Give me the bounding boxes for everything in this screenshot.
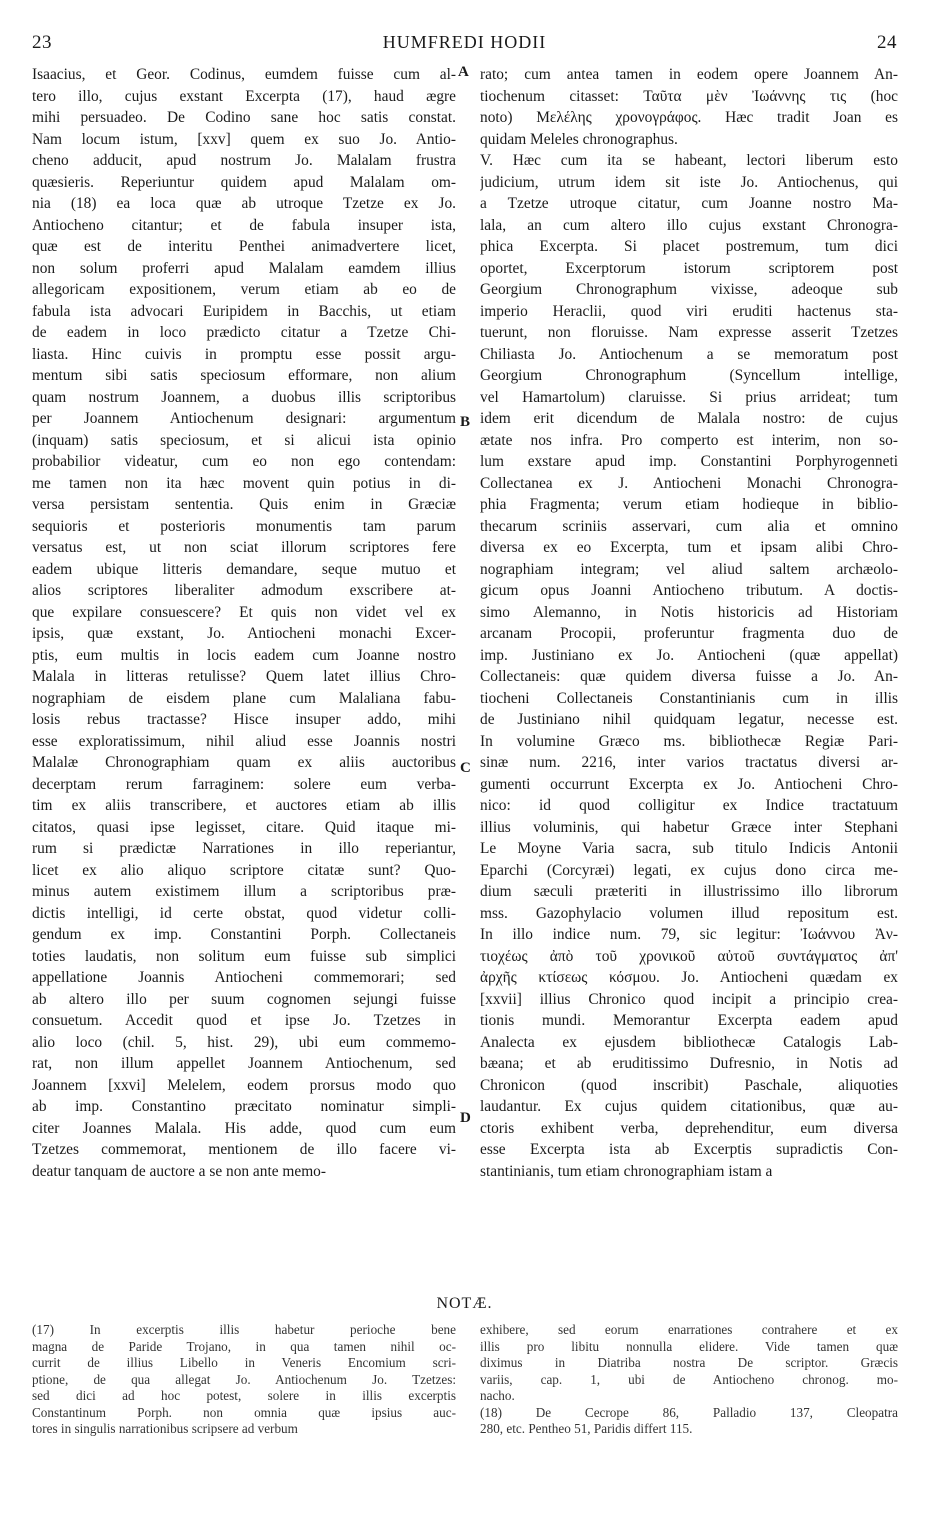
text-line: tim ex aliis transcribere, et auctores etiam ab illis — [32, 797, 456, 814]
text-line: probabilior videatur, cum eo non ego contendam: — [32, 453, 456, 470]
footnote-line: currit de illius Libello in Veneris Encomium scri- — [32, 1355, 456, 1370]
text-line: cheno adducit, apud nostrum Jo. Malalam frustra — [32, 152, 456, 169]
text-line: Joannem [xxvi] Melelem, eodem prorsus modo quo — [32, 1076, 456, 1094]
text-line: mentum sibi satis speciosum efformare, non alium — [32, 367, 456, 384]
margin-marker-a: A — [458, 64, 469, 80]
page-number-left: 23 — [32, 32, 52, 53]
footnote-line: Constantinum Porph. non omnia quæ ipsius auc- — [32, 1404, 456, 1420]
text-line: Malala in litteras retulisse? Quem latet illius Chro- — [32, 668, 456, 685]
text-line: ab altero illo per suum cognomen sejungi fuisse — [32, 990, 456, 1008]
text-line: de eadem in loco prædicto citatur a Tzetze Chi- — [32, 324, 456, 341]
text-line: liasta. Hinc cuivis in promptu esse possit argu- — [32, 345, 456, 363]
text-line: esse Excerpta ista ab Excerptis supradictis Con- — [480, 1141, 898, 1158]
text-line: Malalæ Chronographiam quam ex aliis auctoribus — [32, 754, 456, 771]
footnote-line: illis pro libitu nonnulla elidere. Vide tamen quæ — [480, 1338, 898, 1354]
text-line: tuerunt, non floruisse. Nam expresse asserit Tzetzes — [480, 324, 898, 341]
text-line: tionis mundi. Memorantur Excerpta eadem apud — [480, 1012, 898, 1029]
text-line: esse exploratissimum, nihil aliud esse Joannis nostri — [32, 732, 456, 750]
text-line: Analecta ex ejusdem bibliothecæ Catalogis Lab- — [480, 1033, 898, 1051]
text-line: minus autem existimem illum a scriptoribus præ- — [32, 883, 456, 900]
text-line: tiocheni Collectaneis Constantinianis cum in illis — [480, 689, 898, 707]
text-line: quæ est de interitu Penthei animadvertere licet, — [32, 238, 456, 255]
text-line: Eparchi (Corcyræi) legati, ex cujus dono circa me- — [480, 861, 898, 879]
footnote-line: ptione, de qua allegat Jo. Antiochenum Jo. Tzetzes: — [32, 1371, 456, 1387]
page-number-right: 24 — [877, 32, 897, 53]
footnote-line: variis, cap. 1, ubi de Antiocheno chronog. mo- — [480, 1371, 898, 1387]
text-line: ab imp. Constantino præcitato nominatur simpli- — [32, 1098, 456, 1115]
text-line: Georgium Chronographum vixisse, adeoque sub — [480, 281, 898, 298]
text-line: de Justiniano nihil quidquam legatur, necesse est. — [480, 711, 898, 728]
text-line: gicum opus Joanni Antiocheno tributum. A doctis- — [480, 582, 898, 599]
text-line: dium sæculi præteriti in illustrissimo illo librorum — [480, 883, 898, 900]
footnote-line: (18) De Cecrope 86, Palladio 137, Cleopatra — [480, 1404, 898, 1420]
text-line: ctoris exhibent verba, deprehenditur, eum diversa — [480, 1119, 898, 1137]
text-line: allegoricam expositionem, verum etiam ab eo de — [32, 281, 456, 298]
text-line: Chiliasta Jo. Antiochenum a se memoratum post — [480, 345, 898, 363]
text-line: nia (18) ea loca quæ ab utroque Tzetze ex Jo. — [32, 195, 456, 212]
text-line: losis rebus tractasse? Hisce insuper addo, mihi — [32, 711, 456, 728]
text-line: citer Joannes Malala. His adde, quod cum eum — [32, 1119, 456, 1137]
text-line: gendum ex imp. Constantini Porph. Collectaneis — [32, 926, 456, 943]
text-line: ipsis, quæ exstant, Jo. Antiocheni monachi Excer- — [32, 625, 456, 642]
text-line: Isaacius, et Geor. Codinus, eumdem fuisse cum al- — [32, 66, 456, 83]
text-line: imperio Heraclii, quod viri eruditi hactenus sta- — [480, 302, 898, 320]
text-line: Georgium Chronographum (Syncellum intellige, — [480, 367, 898, 384]
text-line: dictis intelligi, id certe obstat, quod videtur colli- — [32, 904, 456, 922]
text-line: citatos, quasi ipse legisset, citare. Quid itaque mi- — [32, 818, 456, 836]
text-line: Chronicon (quod inscribit) Paschale, aliquoties — [480, 1076, 898, 1094]
text-line: bæana; et ab eruditissimo Dufresnio, in Notis ad — [480, 1055, 898, 1072]
text-line: vel Hamartolum) claruisse. Si prius arrideat; tum — [480, 388, 898, 406]
margin-marker-b: B — [460, 414, 471, 430]
text-line: lala, an cum altero illo cujus exstant Chronogra- — [480, 216, 898, 234]
text-line: deatur tanquam de auctore a se non ante memo- — [32, 1162, 327, 1180]
text-line: oportet, Excerptorum istorum scriptorem post — [480, 259, 898, 277]
text-line: eadem ubique litteris demandare, seque mutuo et — [32, 560, 456, 578]
text-line: ptis, eum multis in locis eadem cum Joanne nostro — [32, 646, 456, 664]
text-line: a Tzetze utroque citatur, cum Joanne nostro Ma- — [480, 195, 898, 212]
text-line: simo Alemanno, in Notis historicis ad Historiam — [480, 603, 898, 621]
text-line: nico: id quod colligitur ex Indice tractatuum — [480, 797, 898, 814]
text-line: Collectaneis: quæ quidem diversa fuisse a Jo. An- — [480, 668, 898, 685]
right-column — [480, 64, 898, 1180]
text-line: imp. Justiniano ex Jo. Antiocheni (quæ appellat) — [480, 646, 898, 664]
text-line: me tamen non ita hæc movent quin potius in di- — [32, 474, 456, 492]
text-line: diversa ex eo Excerpta, tum et ipsam alibi Chro- — [480, 539, 898, 556]
text-line: judicium, utrum idem sit iste Jo. Antiochenus, qui — [480, 173, 898, 191]
text-line: nographiam integram; vel aliud saltem archæolo- — [480, 560, 898, 578]
text-line: In illo indice num. 79, sic legitur: Ἰωάννου Ἀν- — [480, 926, 898, 943]
text-line: rat, non illum appellet Joannem Antiochenum, sed — [32, 1055, 456, 1072]
notes-heading: NOTÆ. — [436, 1295, 493, 1312]
text-line: sequioris et posterioris monumentis tam parum — [32, 517, 456, 535]
text-line: gumenti occurrunt Excerpta ex Jo. Antiocheni Chro- — [480, 775, 898, 793]
text-line: τιοχέως ἀπὸ τοῦ χρονικοῦ αὐτοῦ συντάγματος ἀπ' — [480, 947, 898, 965]
text-line: tiochenum citasset: Ταῦτα μὲν Ἰωάννης τις (hoc — [480, 87, 898, 105]
footnotes-left — [32, 1322, 456, 1438]
text-line: [xxvii] illius Chronico quod incipit a principio crea- — [480, 990, 898, 1008]
footnote-line: tores in singulis narrationibus scripsere ad verbum — [32, 1421, 298, 1436]
text-line: Le Moyne Varia sacra, sub titulo Indicis Antonii — [480, 840, 898, 857]
footnote-line: magna de Paride Trojano, in qua tamen nihil oc- — [32, 1338, 456, 1354]
text-line: Collectanea ex J. Antiocheni Monachi Chronogra- — [480, 474, 898, 492]
footnote-line: exhibere, sed eorum enarrationes contrahere et ex — [480, 1322, 898, 1337]
text-line: alios scriptores liberaliter admodum exscribere at- — [32, 582, 456, 599]
text-line: Nam locum istum, [xxv] quem ex suo Jo. Antio- — [32, 130, 456, 148]
text-line: non solum proferri apud Malalam eamdem illius — [32, 259, 456, 277]
text-line: lum exstare apud imp. Constantini Porphyrogenneti — [480, 453, 898, 470]
text-line: thecarum scriniis asservari, cum alia et omnino — [480, 517, 898, 535]
text-line: mihi persuadeo. De Codino sane hoc satis constat. — [32, 109, 456, 126]
running-header — [32, 32, 897, 60]
footnote-line: sed dici ad hoc potest, solere in illis excerptis — [32, 1388, 456, 1403]
text-line: que expilare consuescere? Et quis non videt vel ex — [32, 603, 456, 621]
running-title: HUMFREDI HODII — [382, 32, 547, 52]
footnotes-right — [480, 1322, 898, 1438]
text-line: versatus est, ut non sciat illorum scriptores fere — [32, 539, 456, 556]
text-line: quæsieris. Reperiuntur quidem apud Malalam om- — [32, 173, 456, 191]
text-line: idem erit dicendum de Malala nostro: de cujus — [480, 410, 898, 427]
text-line: nographiam de eisdem plane cum Malaliana fabu- — [32, 689, 456, 707]
text-line: alio loco (chil. 5, hist. 29), ubi eum commemo- — [32, 1033, 456, 1051]
text-line: quidam Meleles chronographus. — [480, 130, 678, 148]
text-line: arcanam Procopii, proferuntur fragmenta duo de — [480, 625, 898, 642]
text-line: mss. Gazophylacio volumen illud repositum est. — [480, 904, 898, 922]
text-line: phia Fragmenta; verum etiam hodieque in biblio- — [480, 496, 898, 513]
text-line: sinæ num. 2216, inter varios tractatus diversi ar- — [480, 754, 898, 771]
text-line: In volumine Græco ms. bibliothecæ Regiæ Pari- — [480, 732, 898, 750]
text-line: illius voluminis, qui habetur Græce inter Stephani — [480, 818, 898, 836]
text-line: tero illo, cujus exstant Excerpta (17), haud ægre — [32, 87, 456, 105]
text-line: ἀρχῆς κτίσεως κόσμου. Jo. Antiocheni quædam ex — [480, 969, 898, 986]
footnote-line: 280, etc. Pentheo 51, Paridis differt 115. — [480, 1421, 693, 1436]
footnote-line: (17) In excerptis illis habetur perioche bene — [32, 1322, 456, 1337]
text-line: (inquam) satis speciosum, et si alicui ista opinio — [32, 431, 456, 449]
margin-marker-d: D — [460, 1110, 471, 1126]
text-line: versa persistam sententia. Quis enim in Græciæ — [32, 496, 456, 513]
footnote-line: diximus in Diatriba nostra De scriptor. Græcis — [480, 1355, 898, 1370]
text-line: phica Excerpta. Si placet postremum, tum dici — [480, 238, 898, 255]
text-line: V. Hæc cum ita se habeant, lectori liberum esto — [480, 152, 898, 169]
text-line: noto) Μελέλης χρονογράφος. Hæc tradit Joan es — [480, 109, 898, 126]
text-line: licet ex alio aliquo scriptore citatæ sunt? Quo- — [32, 861, 456, 879]
footnote-line: nacho. — [480, 1388, 515, 1403]
text-line: Antiocheno citantur; et de fabula insuper ista, — [32, 216, 456, 234]
text-line: consuetum. Accedit quod et ipse Jo. Tzetzes in — [32, 1012, 456, 1029]
text-line: toties laudatis, non solitum eum fuisse sub simplici — [32, 947, 456, 965]
left-column — [32, 64, 456, 1180]
text-line: rato; cum antea tamen in eodem opere Joannem An- — [480, 66, 898, 83]
text-line: Tzetzes commemorat, mentionem de illo facere vi- — [32, 1141, 456, 1158]
text-line: fabula ista advocari Euripidem in Bacchis, ut etiam — [32, 302, 456, 320]
text-line: decerptam rerum farraginem: solere eum verba- — [32, 775, 456, 793]
text-line: laudantur. Ex cujus quidem citationibus, quæ au- — [480, 1098, 898, 1115]
text-line: quam nostrum Joannem, a duobus illis scriptoribus — [32, 388, 456, 406]
text-line: stantinianis, tum etiam chronographiam istam a — [480, 1162, 773, 1180]
text-line: ætate nos infra. Pro comperto est interim, non so- — [480, 431, 898, 449]
text-line: per Joannem Antiochenum designari: argumentum — [32, 410, 456, 427]
text-line: rum si prædictæ Narrationes in illo reperiantur, — [32, 840, 456, 857]
text-line: appellatione Joannis Antiocheni commemorari; sed — [32, 969, 456, 986]
margin-marker-c: C — [460, 760, 471, 776]
